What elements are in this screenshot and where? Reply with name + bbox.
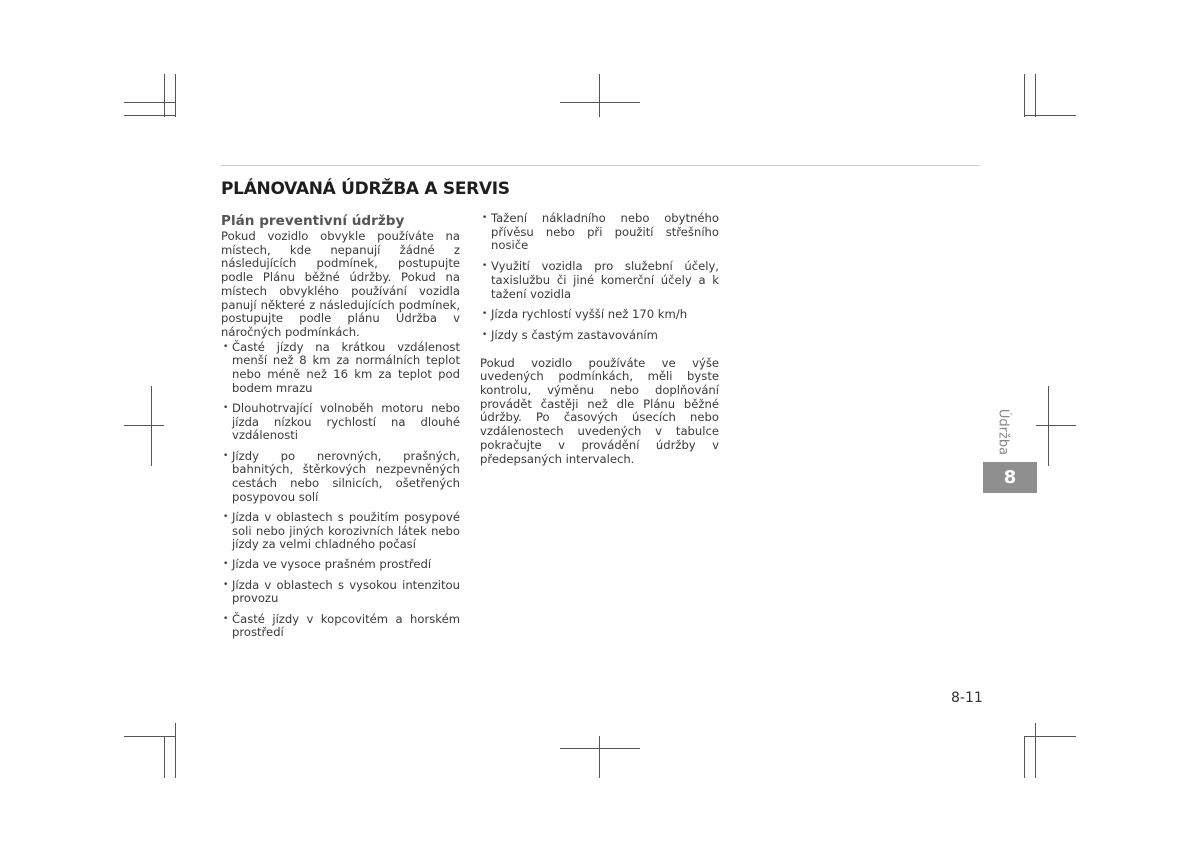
crop-mark [1024, 736, 1076, 737]
list-item: • Časté jízdy v kopcovitém a horském prostředí [221, 613, 460, 640]
side-tab-text: Údržba [995, 408, 1011, 456]
crop-mark [1048, 386, 1049, 466]
list-item: • Jízda rychlostí vyšší než 170 km/h [480, 308, 719, 322]
list-item: • Časté jízdy na krátkou vzdálenost menší než 8 km za normálních teplot nebo méně než 16 km za teplot pod bodem mrazu [221, 341, 460, 396]
closing-paragraph: Pokud vozidlo používáte ve výše uvedených podmínkách, měli byste kontrolu, výměnu nebo doplňování provádět častěji než dle Plánu běžné údržby. Po časových úsecích nebo vzdálenostech uvedených v tabulce pokračujte v provádění údržby v předepsaných intervalech. [480, 355, 719, 466]
crop-mark [1024, 115, 1076, 116]
list-item: • Jízda ve vysoce prašném prostředí [221, 558, 460, 572]
crop-mark [560, 102, 640, 103]
crop-mark [151, 386, 152, 466]
list-item: • Jízdy po nerovných, prašných, bahnitých, štěrkových nezpevněných cestách nebo silnicích, ošetřených posypovou solí [221, 450, 460, 505]
crop-mark [599, 74, 600, 117]
crop-mark [175, 74, 176, 117]
conditions-list-right [480, 212, 719, 343]
section-subtitle: Plán preventivní údržby [221, 213, 405, 229]
crop-mark [1024, 736, 1025, 778]
side-tab-label [994, 404, 1012, 460]
page-title: PLÁNOVANÁ ÚDRŽBA A SERVIS [221, 179, 510, 199]
list-item: • Jízda v oblastech s vysokou intenzitou provozu [221, 579, 460, 606]
crop-mark [599, 736, 600, 778]
intro-paragraph: Pokud vozidlo obvykle používáte na místech, kde nepanují žádné z následujících podmínek, postupujte podle Plánu běžné údržby. Pokud na místech obvyklého používání vozidla panují některé z následujících podmínek, postupujte podle plánu Údržba v náročných podmínkách. [221, 229, 460, 339]
crop-mark [164, 736, 165, 778]
list-item: • Využití vozidla pro služební účely, taxislužbu či jiné komerční účely a k tažení vozidla [480, 260, 719, 301]
column-left [221, 213, 460, 646]
crop-mark [1035, 723, 1036, 778]
crop-mark [175, 723, 176, 778]
crop-mark [124, 115, 176, 116]
conditions-list-left [221, 341, 460, 640]
crop-mark [1036, 425, 1076, 426]
crop-mark [124, 736, 176, 737]
list-item: • Dlouhotrvající volnoběh motoru nebo jízda nízkou rychlostí na dlouhé vzdálenosti [221, 402, 460, 443]
crop-mark [164, 74, 165, 117]
crop-mark [560, 748, 640, 749]
chapter-badge: 8 [983, 462, 1037, 493]
list-item: • Tažení nákladního nebo obytného přívěsu nebo při použití střešního nosiče [480, 212, 719, 253]
header-rule [221, 165, 980, 166]
crop-mark [1024, 74, 1025, 117]
page-number: 8-11 [951, 690, 983, 706]
list-item: • Jízda v oblastech s použitím posypové soli nebo jiných korozivních látek nebo jízdy za velmi chladného počasí [221, 511, 460, 552]
crop-mark [124, 102, 176, 103]
crop-mark [124, 425, 164, 426]
column-right [480, 212, 719, 466]
crop-mark [1035, 74, 1036, 117]
list-item: • Jízdy s častým zastavováním [480, 329, 719, 343]
